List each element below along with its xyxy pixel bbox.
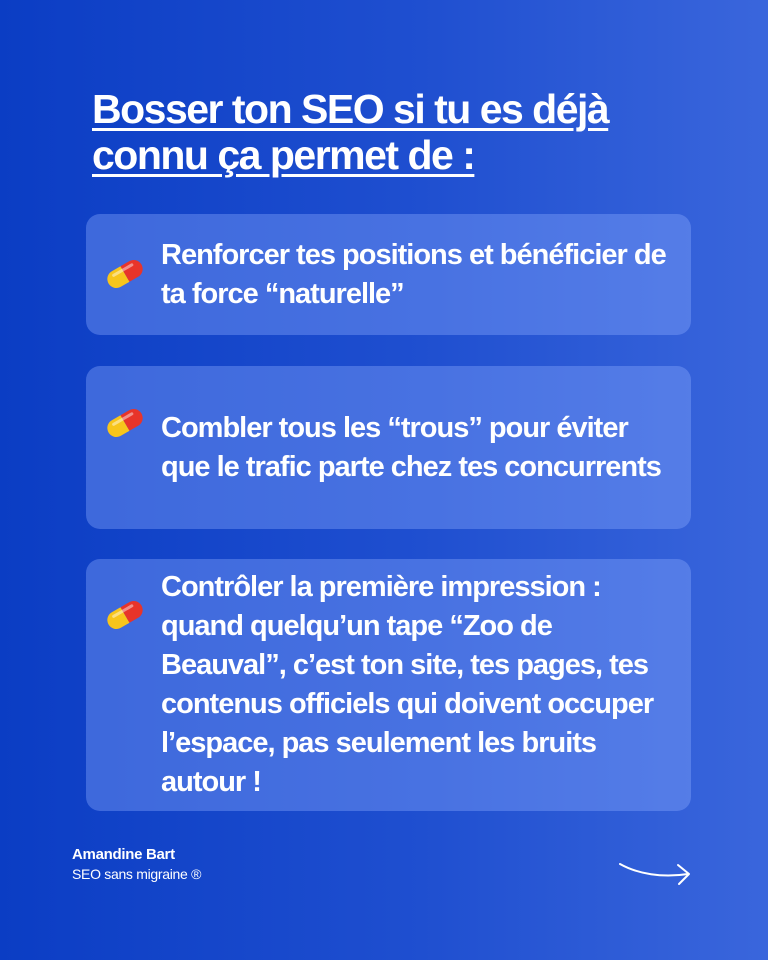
title-line-2: connu ça permet de : <box>92 132 475 178</box>
pill-icon <box>105 254 145 294</box>
benefit-text-2: Combler tous les “trous” pour éviter que le trafic parte chez tes concurrents <box>161 411 661 483</box>
pill-icon <box>105 403 145 443</box>
author-name: Amandine Bart <box>72 846 175 863</box>
page-title <box>92 86 712 178</box>
benefit-card-3 <box>86 559 691 811</box>
pill-icon <box>105 595 145 635</box>
benefit-card-1 <box>86 214 691 335</box>
benefit-card-2 <box>86 366 691 529</box>
author-tagline: SEO sans migraine ® <box>72 866 202 882</box>
arrow-right-icon <box>616 856 694 892</box>
title-line-1: Bosser ton SEO si tu es déjà <box>92 86 609 132</box>
benefit-text-1: Renforcer tes positions et bénéficier de ta force “naturelle” <box>161 238 666 310</box>
benefit-text-3: Contrôler la première impression : quand quelqu’un tape “Zoo de Beauval”, c’est ton site, tes pages, tes contenus officiels qui doivent occuper l’espace, pas seulement les bruits autour ! <box>161 571 654 798</box>
